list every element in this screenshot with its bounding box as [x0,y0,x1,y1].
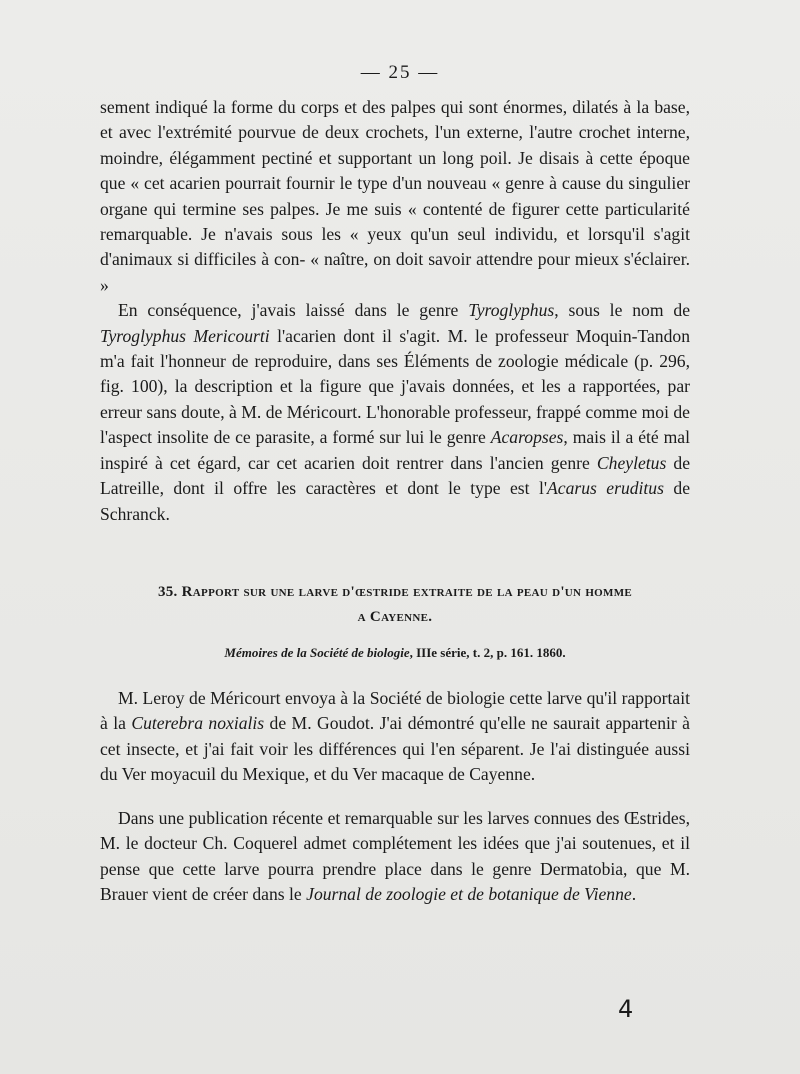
section-title-line-2: a Cayenne. [357,609,433,625]
genus-name: Acaropses [490,427,564,448]
paragraph-3: M. Leroy de Méricourt envoya à la Société de biologie cette larve qu'il rapportait à la Cuterebra noxialis de M. Goudot. J'ai démontré qu'elle ne saurait appartenir à cet insecte, et j'ai fait voir les différences qui l'en séparent. Je l'ai distinguée aussi du Ver moyacuil du Mexique, et du Ver macaque de Cayenne. [100,688,690,785]
species-name: Cuterebra noxialis [131,713,265,734]
section-title-line-1: Rapport sur une larve d'œstride extraite de la peau d'un homme [181,584,633,600]
species-name: Tyroglyphus Mericourti [100,325,270,346]
genus-name: Tyroglyphus [468,300,555,321]
source-citation: Mémoires de la Société de biologie, IIIe série, t. 2, p. 161. 1860. [224,645,566,660]
section-number: 35. [157,584,178,600]
species-name: Acarus eruditus [547,478,664,499]
paragraph-1: sement indiqué la forme du corps et des palpes qui sont énormes, dilatés à la base, et avec l'extrémité pourvue de deux crochets, l'un externe, l'autre crochet interne, moindre, élégamment pectiné et supportant un long poil. Je disais à cette époque que « cet acarien pourrait fournir le type d'un nouveau « genre à cause du singulier organe qui termine ses palpes. Je me suis « contenté de figurer cette particularité remarquable. Je n'avais sous les « yeux qu'un seul individu, et lorsqu'il s'agit d'animaux si difficiles à con- « naître, on doit savoir attendre pour mieux s'éclairer. » [100,97,690,295]
signature-mark: 4 [618,995,634,1023]
section-heading [100,580,690,630]
page-number: — 25 — [360,62,440,83]
section-body-continued [100,806,690,908]
paragraph-continuation [100,95,690,527]
journal-title: Journal de zoologie et de botanique de Vienne [306,884,632,905]
genus-name: Cheyletus [596,452,667,473]
paragraph-2: En conséquence, j'avais laissé dans le genre Tyroglyphus, sous le nom de Tyroglyphus Mericourti l'acarien dont il s'agit. M. le professeur Moquin-Tandon m'a fait l'honneur de reproduire, dans ses Éléments de zoologie médicale (p. 296, fig. 100), la description et la figure que j'avais données, et les a rapportées, par erreur sans doute, à M. de Méricourt. L'honorable professeur, frappé comme moi de l'aspect insolite de ce parasite, a formé sur lui le genre Acaropses, mais il a été mal inspiré à cet égard, car cet acarien doit rentrer dans l'ancien genre Cheyletus de Latreille, dont il offre les caractères et dont le type est l'Acarus eruditus de Schranck. [100,300,691,524]
paragraph-4: Dans une publication récente et remarquable sur les larves connues des Œstrides, M. le docteur Ch. Coquerel admet complétement les idées que j'ai soutenues, et il pense que cette larve pourra prendre place dans le genre Dermatobia, que M. Brauer vient de créer dans le Journal de zoologie et de botanique de Vienne. [100,808,690,905]
section-body [100,686,690,788]
